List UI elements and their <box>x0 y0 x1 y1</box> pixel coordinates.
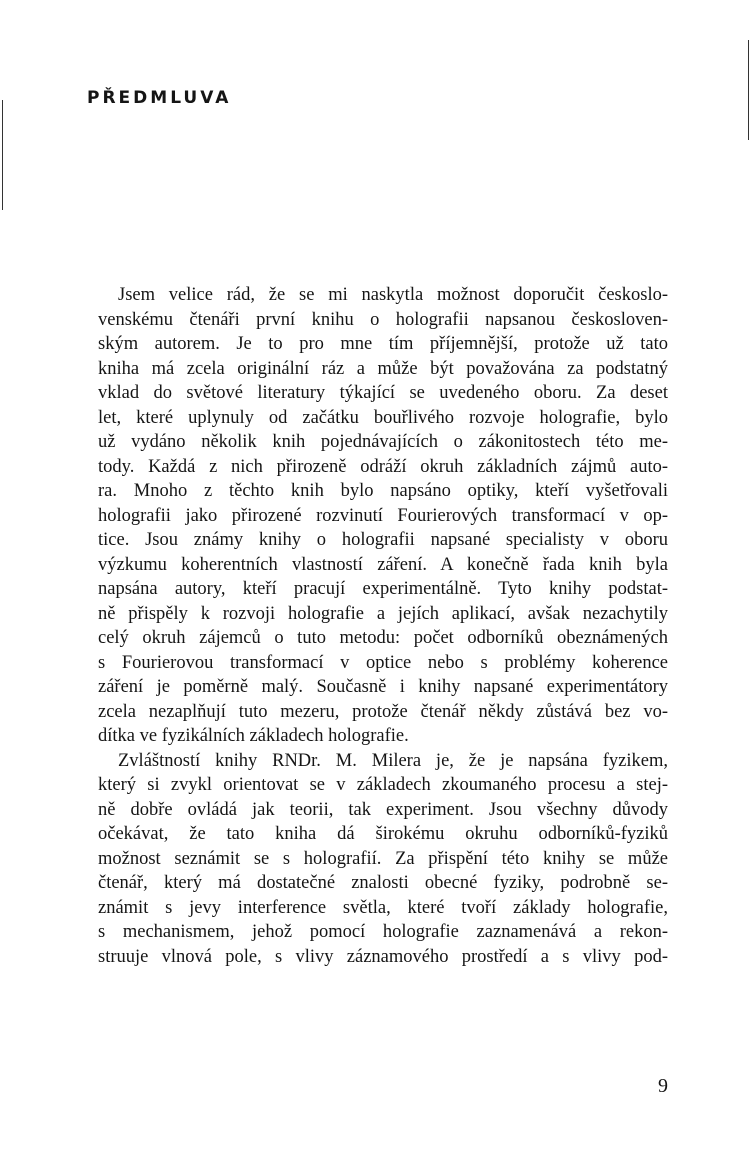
text-line: let, které uplynuly od začátku bouřlivého rozvoje holografie, bylo <box>98 407 668 428</box>
text-line: čtenář, který má dostatečné znalosti obecné fyziky, podrobně se- <box>98 873 668 893</box>
scan-edge-mark <box>748 40 749 140</box>
text-line: Zvláštností knihy RNDr. M. Milera je, že je napsána fyzikem, <box>118 750 668 771</box>
text-line: možnost seznámit se s holografií. Za přispění této knihy se může <box>98 848 668 869</box>
paragraph <box>98 749 668 970</box>
text-line: výzkumu koherentních vlastností záření. A konečně řada knih byla <box>98 554 668 575</box>
text-line: ně dobře ovládá jak teorii, tak experiment. Jsou všechny důvody <box>98 799 668 820</box>
text-line: očekávat, že tato kniha dá širokému okruhu odborníků-fyziků <box>98 824 668 844</box>
page-number: 9 <box>658 1075 668 1097</box>
text-line: s Fourierovou transformací v optice nebo s problémy koherence <box>98 652 668 673</box>
text-line: který si zvykl orientovat se v základech zkoumaného procesu a stej- <box>98 775 668 795</box>
text-line: zcela nezaplňují tuto mezeru, protože čtenář někdy zůstává bez vo- <box>98 701 668 722</box>
text-line: napsána autory, kteří pracují experimentálně. Tyto knihy podstat- <box>98 579 668 599</box>
text-line: ským autorem. Je to pro mne tím příjemnější, protože už tato <box>98 334 668 354</box>
text-line: holografii jako přirozené rozvinutí Fourierových transformací v op- <box>98 505 668 526</box>
text-line: celý okruh zájemců o tuto metodu: počet odborníků obeznámených <box>98 628 668 648</box>
text-line: záření je poměrně malý. Současně i knihy napsané experimentátory <box>98 677 668 697</box>
text-line: s mechanismem, jehož pomocí holografie zaznamenává a rekon- <box>98 922 668 942</box>
text-line: známit s jevy interference světla, které tvoří základy holografie, <box>98 897 668 918</box>
text-line: Jsem velice rád, že se mi naskytla možnost doporučit českoslo- <box>118 285 668 305</box>
text-line: tody. Každá z nich přirozeně odráží okruh základních zájmů auto- <box>98 456 668 477</box>
text-line: ně přispěly k rozvoji holografie a jejích aplikací, avšak nezachytily <box>98 603 668 624</box>
text-line: kniha má zcela originální ráz a může být považována za podstatný <box>98 358 668 379</box>
text-line: venskému čtenáři první knihu o holografii napsanou českosloven- <box>98 309 668 330</box>
scan-edge-mark <box>2 100 3 210</box>
paragraph <box>98 283 668 749</box>
body-text <box>98 283 668 969</box>
text-line: vklad do světové literatury týkající se uvedeného oboru. Za deset <box>98 383 668 403</box>
text-line: struuje vlnová pole, s vlivy záznamového prostředí a s vlivy pod- <box>98 946 668 967</box>
text-line: tice. Jsou známy knihy o holografii napsané specialisty v oboru <box>98 530 668 550</box>
text-line: už vydáno několik knih pojednávajících o zákonitostech této me- <box>98 432 668 452</box>
text-line: dítka ve fyzikálních základech holografie. <box>98 726 409 746</box>
text-line: ra. Mnoho z těchto knih bylo napsáno optiky, kteří vyšetřovali <box>98 481 668 501</box>
chapter-heading: PŘEDMLUVA <box>87 88 232 108</box>
